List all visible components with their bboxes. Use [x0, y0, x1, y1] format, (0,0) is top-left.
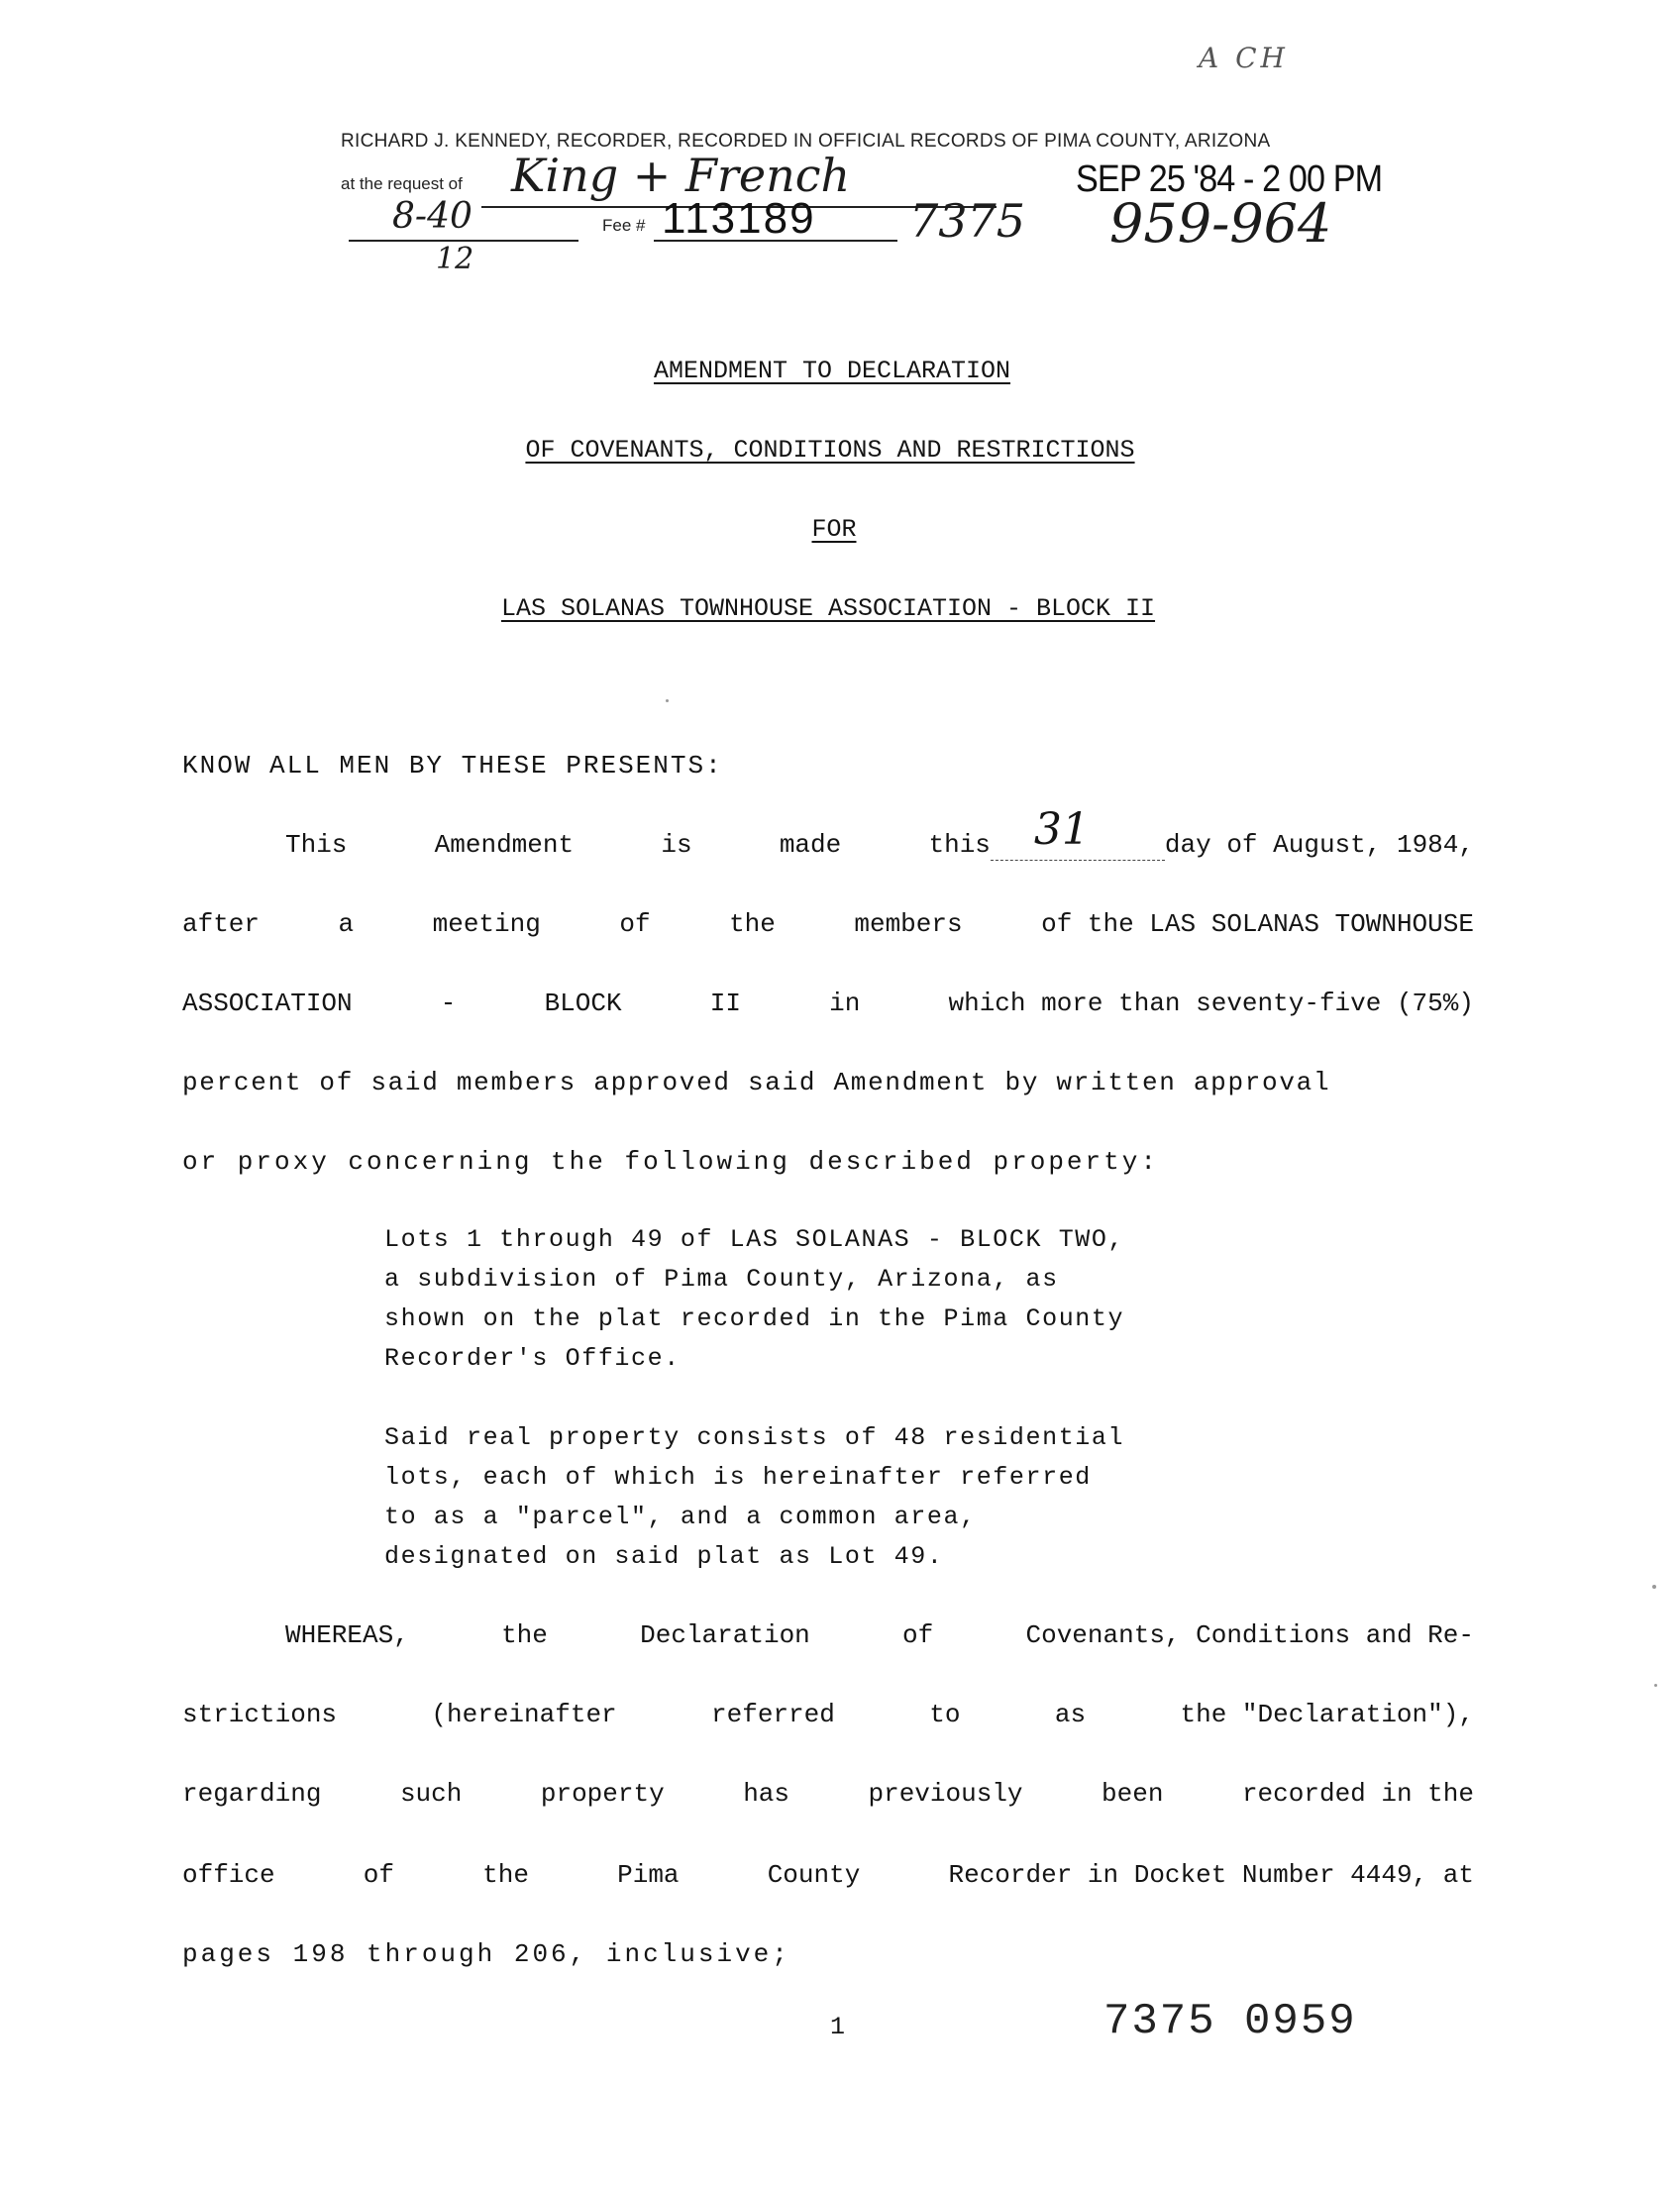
word: after — [182, 909, 261, 939]
corner-handwritten-mark: A CH — [1199, 42, 1289, 74]
word: property — [540, 1779, 665, 1809]
para1-line-4: percent of said members approved said Amendment by written approval — [182, 1068, 1331, 1097]
property-line: shown on the plat recorded in the Pima County — [384, 1304, 1125, 1333]
day-handwritten: 31 — [1033, 804, 1090, 855]
word: to — [929, 1700, 961, 1729]
word: ASSOCIATION — [182, 989, 353, 1018]
scan-speck — [1654, 1684, 1657, 1687]
whereas-line-1 — [285, 1620, 1474, 1650]
para1-line-3 — [182, 989, 1474, 1018]
stamp-request-label: at the request of — [341, 174, 463, 193]
word: Declaration — [640, 1620, 810, 1650]
word: members — [854, 909, 963, 939]
stamp-date-time: SEP 25 '84 - 2 00 PM — [1076, 158, 1383, 200]
title-line-2: OF COVENANTS, CONDITIONS AND RESTRICTIONS — [525, 436, 1135, 465]
word: BLOCK — [544, 989, 622, 1018]
property-paragraph-1 — [384, 1220, 1124, 1379]
word: regarding — [182, 1779, 322, 1809]
word: recorded in the — [1241, 1779, 1474, 1809]
word: referred — [711, 1700, 835, 1729]
word: (hereinafter — [431, 1700, 617, 1729]
whereas-line-2 — [182, 1700, 1474, 1729]
stamp-fee-label: Fee # — [602, 216, 646, 235]
word: made — [779, 830, 842, 860]
docket-page-code: 7375 0959 — [1103, 1997, 1357, 2046]
word: Recorder in Docket Number 4449, at — [948, 1860, 1474, 1890]
whereas-line-3 — [182, 1779, 1474, 1809]
stamp-header: RICHARD J. KENNEDY, RECORDER, RECORDED IN OFFICIAL RECORDS OF PIMA COUNTY, ARIZONA — [341, 131, 1271, 152]
property-line: designated on said plat as Lot 49. — [384, 1542, 944, 1571]
day-field — [928, 804, 1474, 861]
stamp-pages-handwritten: 959-964 — [1109, 192, 1332, 255]
stamp-docket-handwritten: 7375 — [909, 194, 1026, 248]
page-number: 1 — [830, 2013, 846, 2041]
word: II — [709, 989, 741, 1018]
word: as — [1054, 1700, 1087, 1729]
whereas-line-4 — [182, 1860, 1474, 1890]
day-fill-line — [991, 804, 1165, 861]
word: of — [363, 1860, 394, 1890]
word: Amendment — [434, 830, 575, 860]
word: the — [482, 1860, 529, 1890]
property-line: a subdivision of Pima County, Arizona, as — [384, 1265, 1059, 1294]
word: previously — [868, 1779, 1023, 1809]
stamp-left-handwritten: 8-40 — [392, 196, 472, 237]
word: office — [182, 1860, 275, 1890]
word: the — [501, 1620, 548, 1650]
word: has — [743, 1779, 789, 1809]
title-line-1: AMENDMENT TO DECLARATION — [653, 357, 1011, 385]
word: a — [338, 909, 355, 939]
word: of — [902, 1620, 934, 1650]
property-paragraph-2 — [384, 1418, 1124, 1577]
word: the "Declaration"), — [1180, 1700, 1474, 1729]
word: in — [829, 989, 861, 1018]
word: the — [729, 909, 776, 939]
word: WHEREAS, — [285, 1620, 409, 1650]
word: of — [619, 909, 651, 939]
property-description — [384, 1220, 1124, 1616]
word: such — [399, 1779, 463, 1809]
whereas-line-5: pages 198 through 206, inclusive; — [182, 1939, 790, 1969]
word: day of August, 1984, — [1164, 830, 1474, 860]
word: of the LAS SOLANAS TOWNHOUSE — [1041, 909, 1474, 939]
property-line: Said real property consists of 48 residential — [384, 1423, 1125, 1452]
opening-line: KNOW ALL MEN BY THESE PRESENTS: — [182, 751, 723, 781]
property-line: Recorder's Office. — [384, 1344, 681, 1373]
word: which more than seventy-five (75%) — [948, 989, 1474, 1018]
title-line-3: FOR — [811, 515, 857, 544]
word: This — [285, 830, 348, 860]
word: - — [440, 989, 457, 1018]
word: County — [767, 1860, 861, 1890]
property-line: lots, each of which is hereinafter referred — [384, 1463, 1092, 1492]
word: this — [928, 830, 991, 860]
property-line: to as a "parcel", and a common area, — [384, 1503, 977, 1531]
scan-speck — [1652, 1585, 1656, 1589]
para1-line-5: or proxy concerning the following described property: — [182, 1147, 1159, 1177]
word: been — [1102, 1779, 1164, 1809]
para1-line-2 — [182, 909, 1474, 939]
word: meeting — [432, 909, 541, 939]
word: Pima — [617, 1860, 680, 1890]
stamp-fee-rule — [654, 240, 897, 242]
word: Covenants, Conditions and Re- — [1025, 1620, 1474, 1650]
property-line: Lots 1 through 49 of LAS SOLANAS - BLOCK TWO, — [384, 1225, 1125, 1254]
word: strictions — [182, 1700, 338, 1729]
stamp-fee-number: 113189 — [662, 194, 816, 243]
stamp-left-sub-handwritten: 12 — [436, 242, 474, 276]
stamp-request-handwritten: King + French — [511, 149, 851, 202]
para1-line-1 — [285, 804, 1474, 861]
scan-speck — [666, 699, 669, 702]
word: is — [661, 830, 692, 860]
title-line-4: LAS SOLANAS TOWNHOUSE ASSOCIATION - BLOCK II — [500, 594, 1156, 623]
